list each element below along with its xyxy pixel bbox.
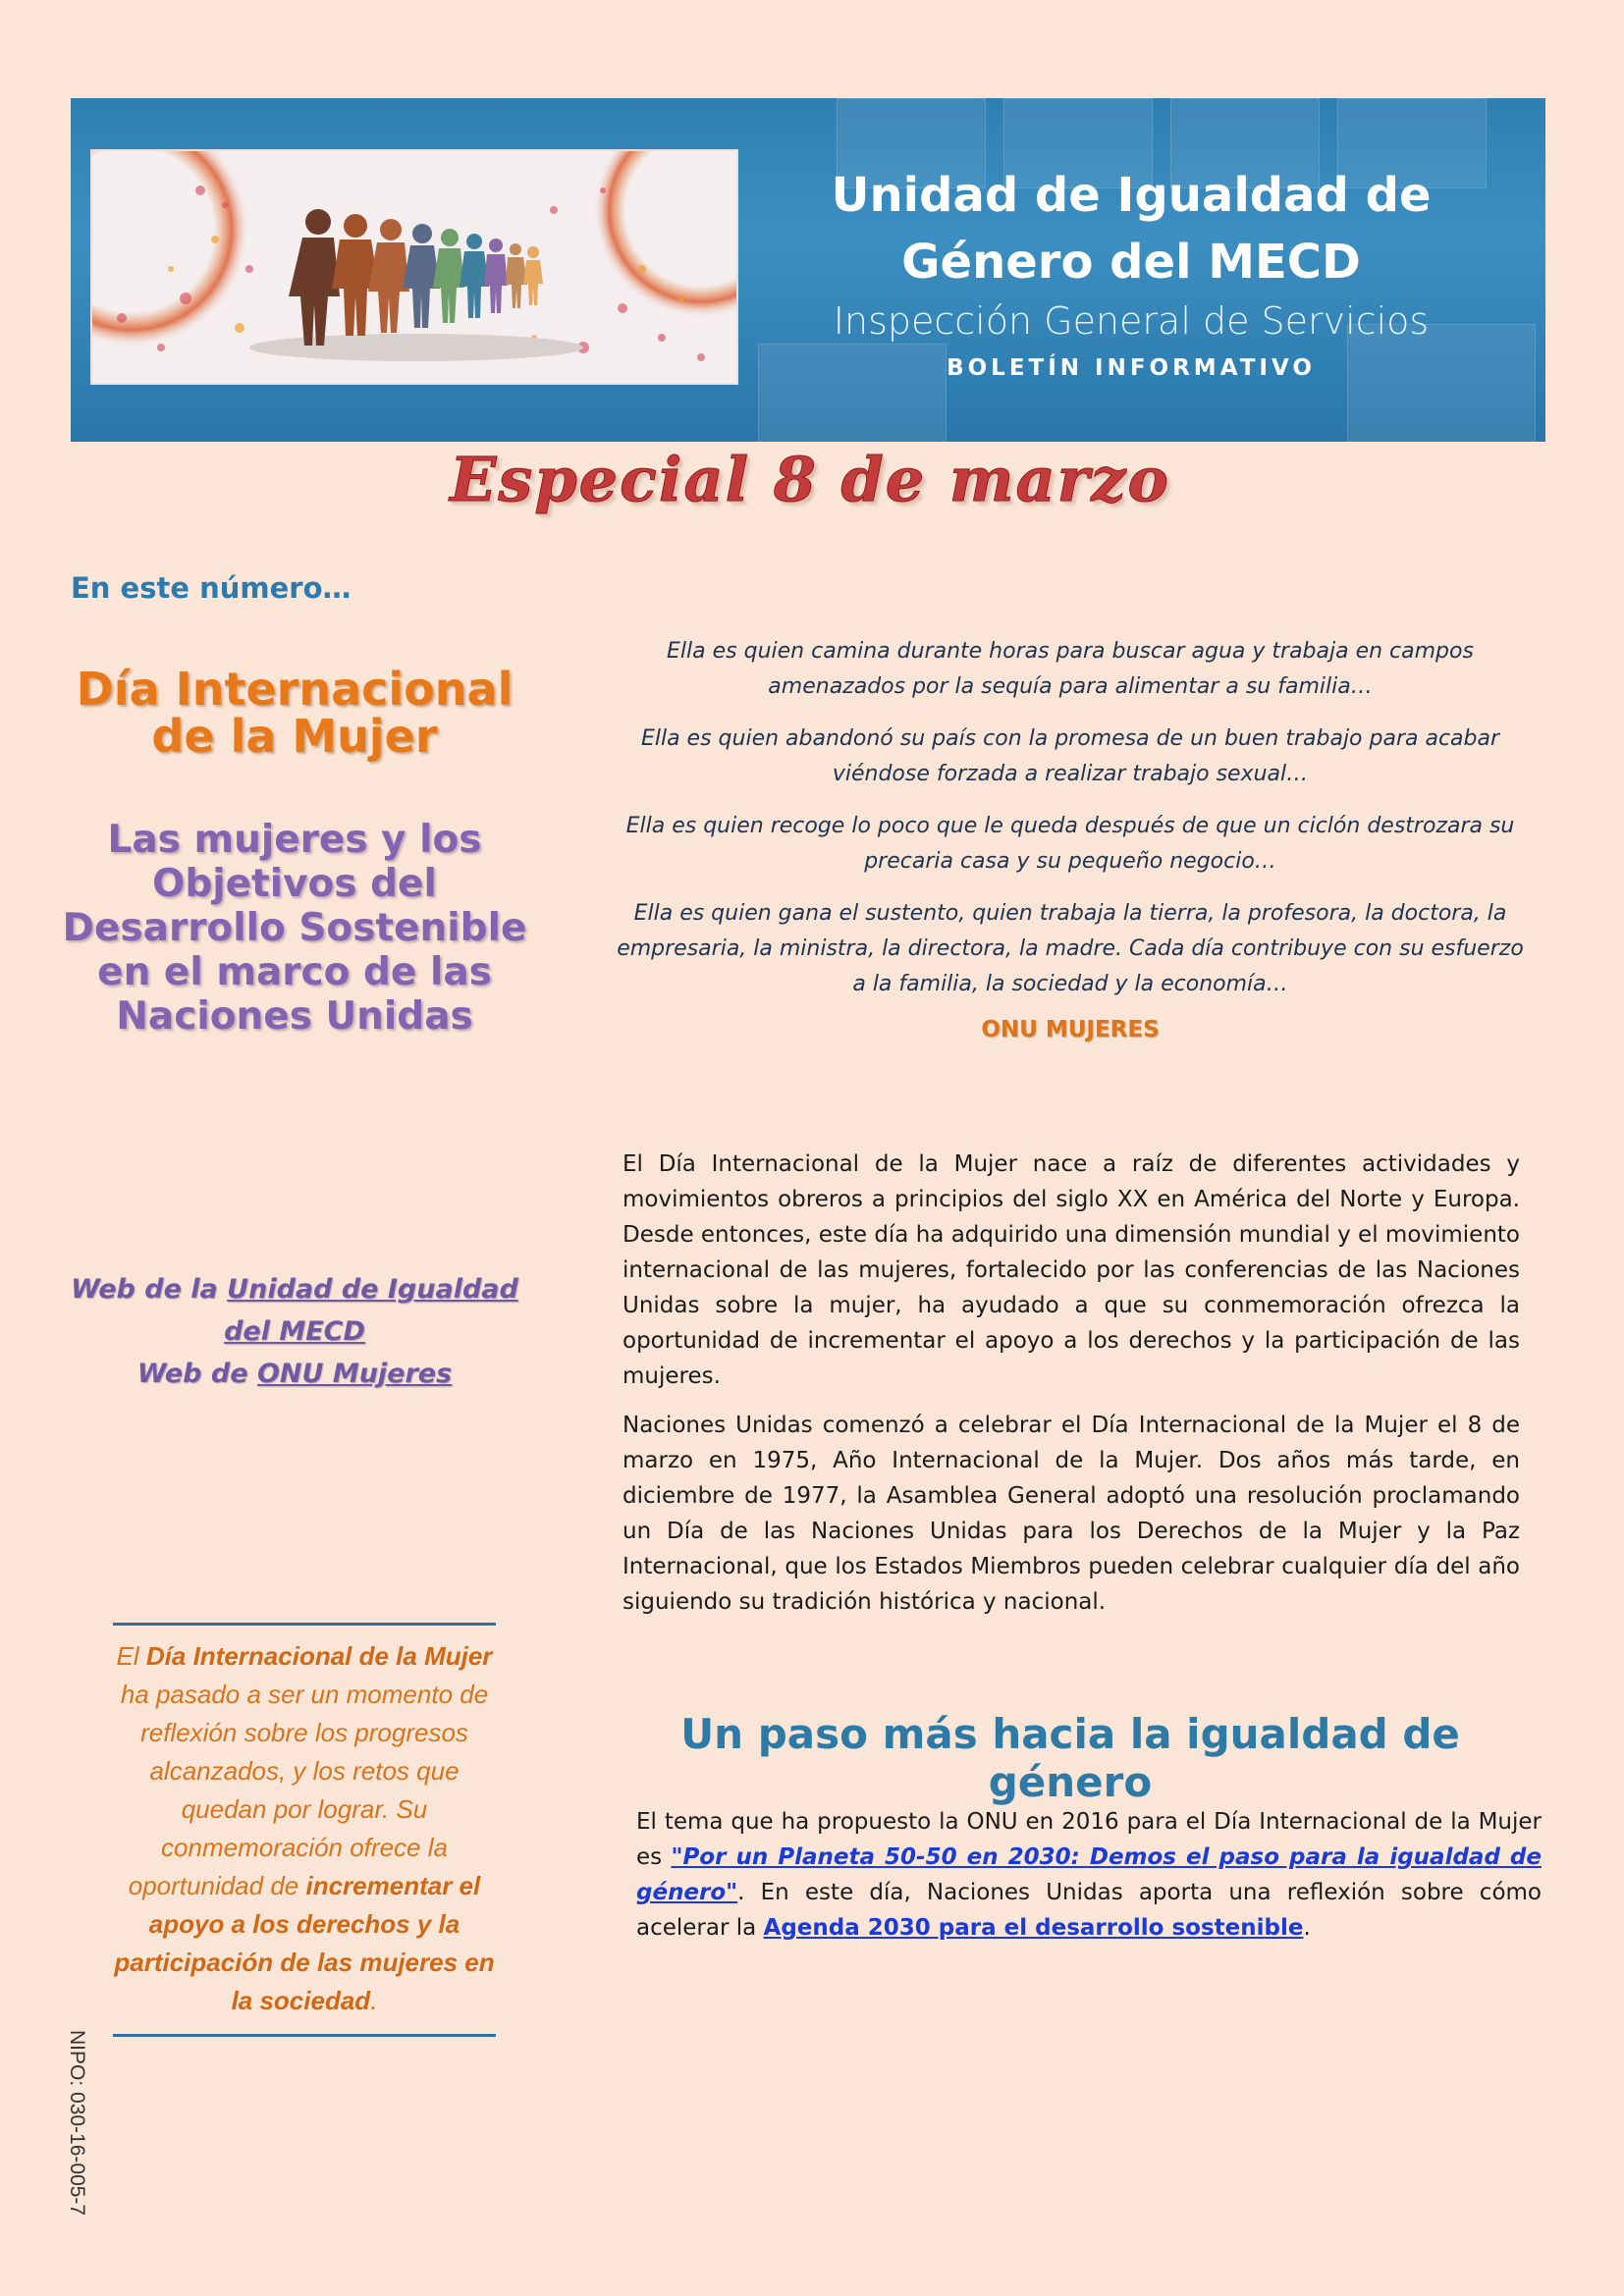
womens-day-heading: Día Internacional de la Mujer <box>76 663 514 763</box>
quote-part-2: Día Internacional de la Mujer <box>145 1641 493 1671</box>
quote-part-3: ha pasado a ser un momento de reflexión sobre los progresos alcanzados, y los retos que quedan por lograr. Su conmemoración ofrece la oportunidad de <box>120 1680 489 1900</box>
section-text-1: El tema que ha propuesto la ONU en 2016 para el Día Internacional de la Mujer es <box>636 1809 1542 1870</box>
agenda-2030-link[interactable]: Agenda 2030 para el desarrollo sostenible <box>763 1915 1304 1941</box>
people-chain-image <box>90 149 738 385</box>
quote-part-1: El <box>116 1641 146 1671</box>
poem-line: Ella es quien abandonó su país con la promesa de un buen trabajo para acabar viéndose forzada a realizar trabajo sexual… <box>640 726 1500 786</box>
web-link-line-1 <box>59 1268 530 1353</box>
sdg-heading: Las mujeres y los Objetivos del Desarrollo Sostenible en el marco de las Naciones Unidas <box>62 818 527 1039</box>
banner-subtitle: Inspección General de Servicios <box>833 299 1430 343</box>
web-link-prefix-1: Web de la <box>71 1274 228 1305</box>
banner-label: BOLETÍN INFORMATIVO <box>947 355 1316 381</box>
section-heading: Un paso más hacia la igualdad de género <box>680 1710 1460 1806</box>
web-links <box>59 1268 530 1395</box>
onu-mujeres-poem <box>609 634 1532 1019</box>
pull-quote <box>113 1623 496 2037</box>
poem-line: Ella es quien gana el sustento, quien trabaja la tierra, la profesora, la doctora, la empresaria, la ministra, la directora, la madre. Cada día contribuye con su esfuerzo a la familia, la sociedad y la economía… <box>617 901 1524 996</box>
section-paragraph <box>636 1804 1542 1946</box>
issue-label: En este número… <box>71 571 352 605</box>
web-link-line-2 <box>59 1353 530 1395</box>
poem-line: Ella es quien recoge lo poco que le queda después de que un ciclón destrozara su precaria casa y su pequeño negocio… <box>625 814 1515 874</box>
web-link-prefix-2: Web de <box>136 1359 257 1389</box>
body-paragraph-2: Naciones Unidas comenzó a celebrar el Día Internacional de la Mujer el 8 de marzo en 1975, Año Internacional de la Mujer. Dos años más tarde, en diciembre de 1977, la Asamblea General adoptó una resolución proclamando un Día de las Naciones Unidas para los Derechos de la Mujer y la Paz Internacional, que los Estados Miembros pueden celebrar cualquier día del año siguiendo su tradición histórica y nacional. <box>623 1413 1520 1615</box>
banner-title-line1: Unidad de Igualdad de <box>831 168 1432 223</box>
special-issue-title: Especial 8 de marzo <box>450 444 1170 515</box>
header-banner <box>71 98 1545 442</box>
quote-part-5: . <box>370 1986 378 2015</box>
banner-title-line2: Género del MECD <box>901 235 1361 290</box>
nipo-code: NIPO: 030-16-005-7 <box>66 2030 88 2216</box>
theme-link[interactable]: "Por un Planeta 50-50 en 2030: Demos el paso para la igualdad de género" <box>636 1844 1542 1905</box>
section-text-3: . <box>1303 1915 1311 1941</box>
poem-source: ONU MUJERES <box>981 1017 1160 1042</box>
equality-unit-link[interactable]: Unidad de Igualdad del MECD <box>224 1274 518 1347</box>
poem-line: Ella es quien camina durante horas para buscar agua y trabaja en campos amenazados por la sequía para alimentar a su familia… <box>667 639 1474 699</box>
article-body <box>623 1147 1520 1633</box>
section-text-2: . En este día, Naciones Unidas aporta una reflexión sobre cómo acelerar la <box>636 1880 1542 1941</box>
quote-part-4: incrementar el apoyo a los derechos y la participación de las mujeres en la sociedad <box>114 1871 495 2015</box>
body-paragraph-1: El Día Internacional de la Mujer nace a raíz de diferentes actividades y movimientos obreros a principios del siglo XX en América del Norte y Europa. Desde entonces, este día ha adquirido una dimensión mundial y el movimiento internacional de las mujeres, fortalecido por las conferencias de las Naciones Unidas sobre la mujer, ha ayudado a que su conmemoración ofrezca la oportunidad de incrementar el apoyo a los derechos y la participación de las mujeres. <box>623 1151 1521 1389</box>
onu-mujeres-link[interactable]: ONU Mujeres <box>256 1359 453 1389</box>
